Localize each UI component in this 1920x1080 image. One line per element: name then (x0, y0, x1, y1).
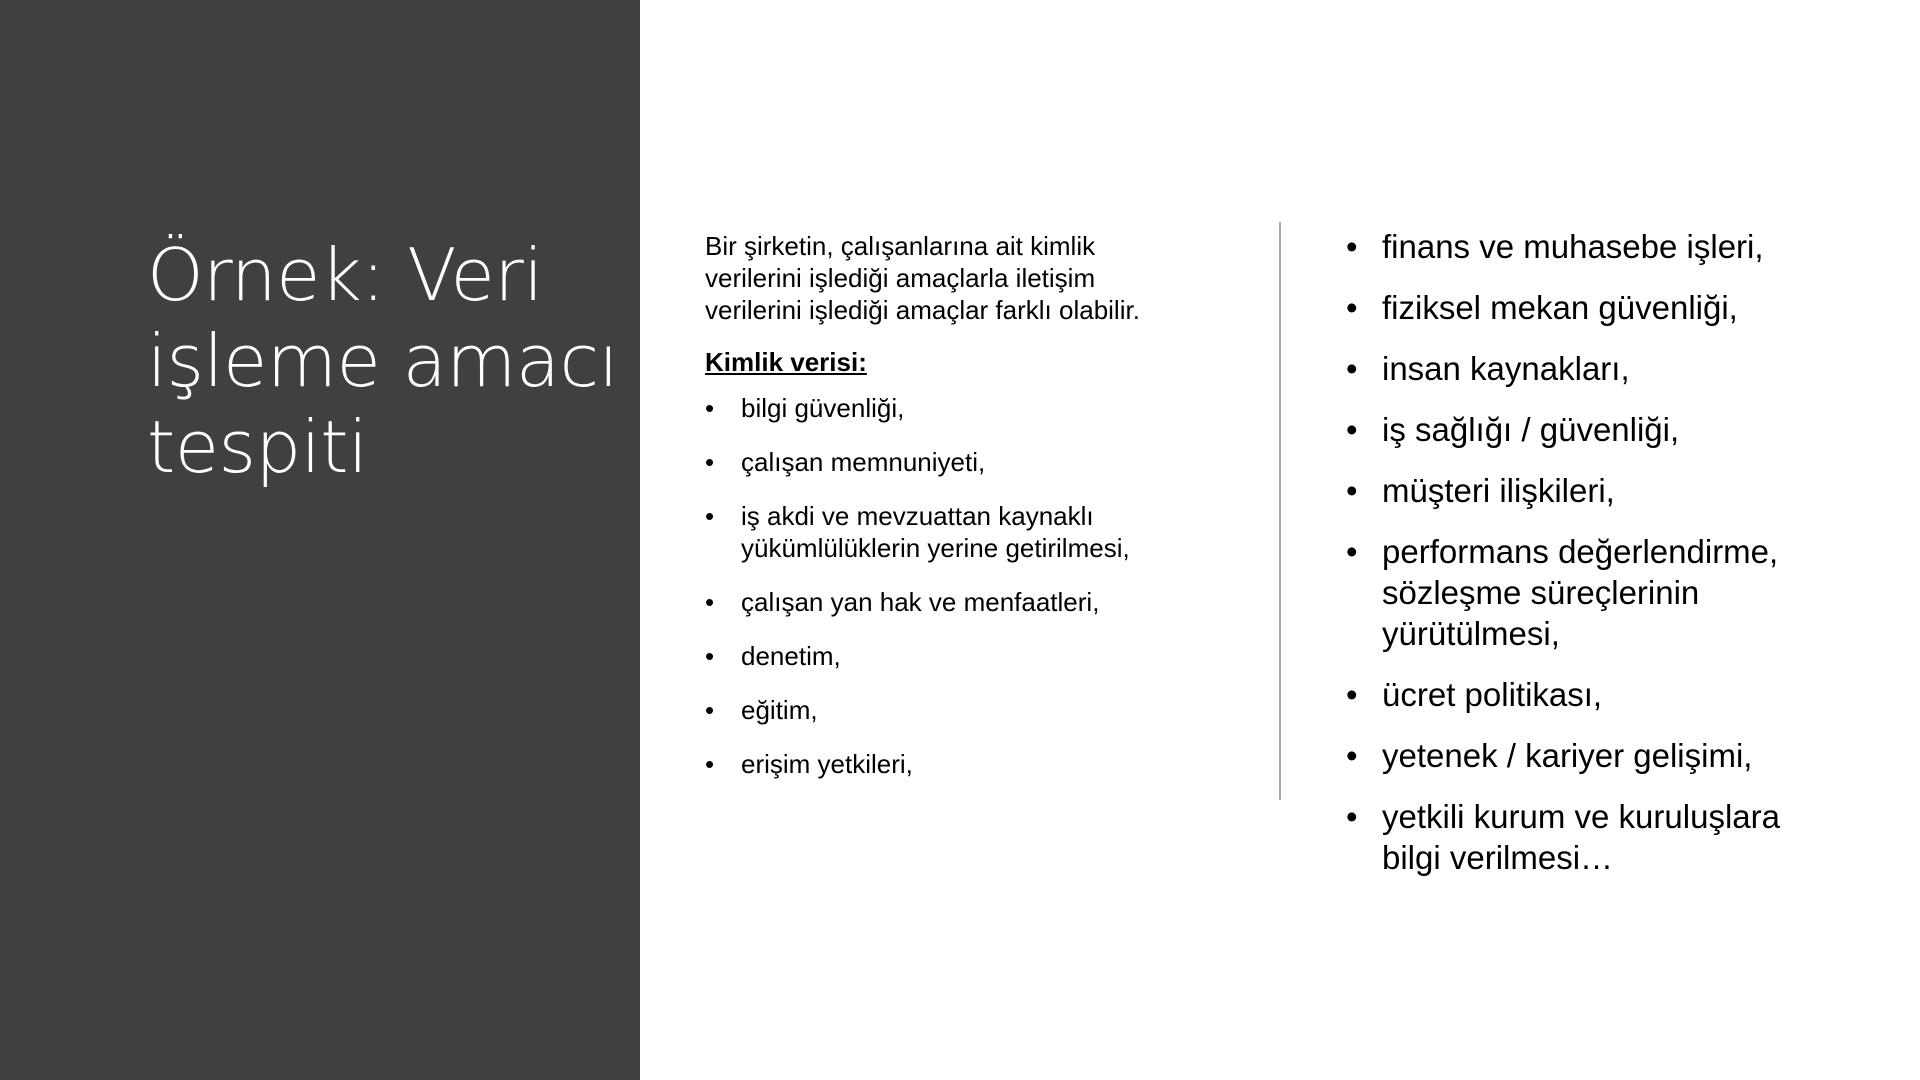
list-item-text: • çalışan memnuniyeti, (741, 447, 986, 477)
list-item (1346, 409, 1886, 450)
list-item-text: • iş akdi ve mevzuattan kaynaklı (741, 501, 1094, 531)
list-item-text: • müşteri ilişkileri, (1382, 472, 1615, 509)
title-panel (0, 0, 640, 1080)
list-item-text: • iş sağlığı / güvenliği, (1382, 411, 1680, 448)
list-item (705, 694, 1245, 726)
list-item (705, 640, 1245, 672)
list-item (1346, 348, 1886, 389)
list-item-text: • eğitim, (741, 695, 818, 725)
list-item (1346, 796, 1886, 878)
list-item-text: • fiziksel mekan güvenliği, (1382, 289, 1738, 326)
list-item-text: • çalışan yan hak ve menfaatleri, (741, 587, 1100, 617)
list-item-text: • yetenek / kariyer gelişimi, (1382, 737, 1753, 774)
list-item (705, 500, 1245, 564)
list-item (1346, 287, 1886, 328)
list-item (705, 748, 1245, 780)
title-line: işleme amacı (147, 319, 619, 403)
column-divider (1279, 222, 1281, 800)
list-item (1346, 674, 1886, 715)
list-item (1346, 735, 1886, 776)
list-item-text: • finans ve muhasebe işleri, (1382, 228, 1764, 265)
list-item (705, 446, 1245, 478)
list-item-text: yürütülmesi, (1382, 615, 1560, 652)
list-item-text: sözleşme süreçlerinin (1382, 574, 1700, 611)
list-item-text: • denetim, (741, 641, 841, 671)
identity-purpose-list (705, 392, 1245, 780)
list-item-text: • insan kaynakları, (1382, 350, 1630, 387)
list-item-text: • performans değerlendirme, (1382, 533, 1779, 570)
list-item (1346, 470, 1886, 511)
slide-title (147, 232, 619, 490)
list-item-text: bilgi verilmesi… (1382, 839, 1614, 876)
list-item (1346, 531, 1886, 654)
intro-paragraph (705, 230, 1245, 326)
title-line: tespiti (147, 405, 368, 489)
title-line: Örnek: Veri (147, 233, 543, 317)
list-item (705, 392, 1245, 424)
list-item (705, 586, 1245, 618)
intro-line: verilerini işlediği amaçlarla iletişim (705, 263, 1096, 293)
intro-line: verilerini işlediği amaçlar farklı olabilir. (705, 295, 1140, 325)
intro-line: Bir şirketin, çalışanlarına ait kimlik (705, 231, 1096, 261)
purpose-list-continued (1346, 226, 1886, 878)
list-item-text: • erişim yetkileri, (741, 749, 913, 779)
list-item (1346, 226, 1886, 267)
list-item-text: • ücret politikası, (1382, 676, 1603, 713)
list-item-text: • bilgi güvenliği, (741, 393, 905, 423)
list-item-text: • yetkili kurum ve kuruluşlara (1382, 798, 1780, 835)
subheading: Kimlik verisi: (705, 347, 867, 377)
right-text-column (1346, 226, 1886, 898)
list-item-text: yükümlülüklerin yerine getirilmesi, (741, 533, 1130, 563)
left-text-column (705, 230, 1245, 802)
